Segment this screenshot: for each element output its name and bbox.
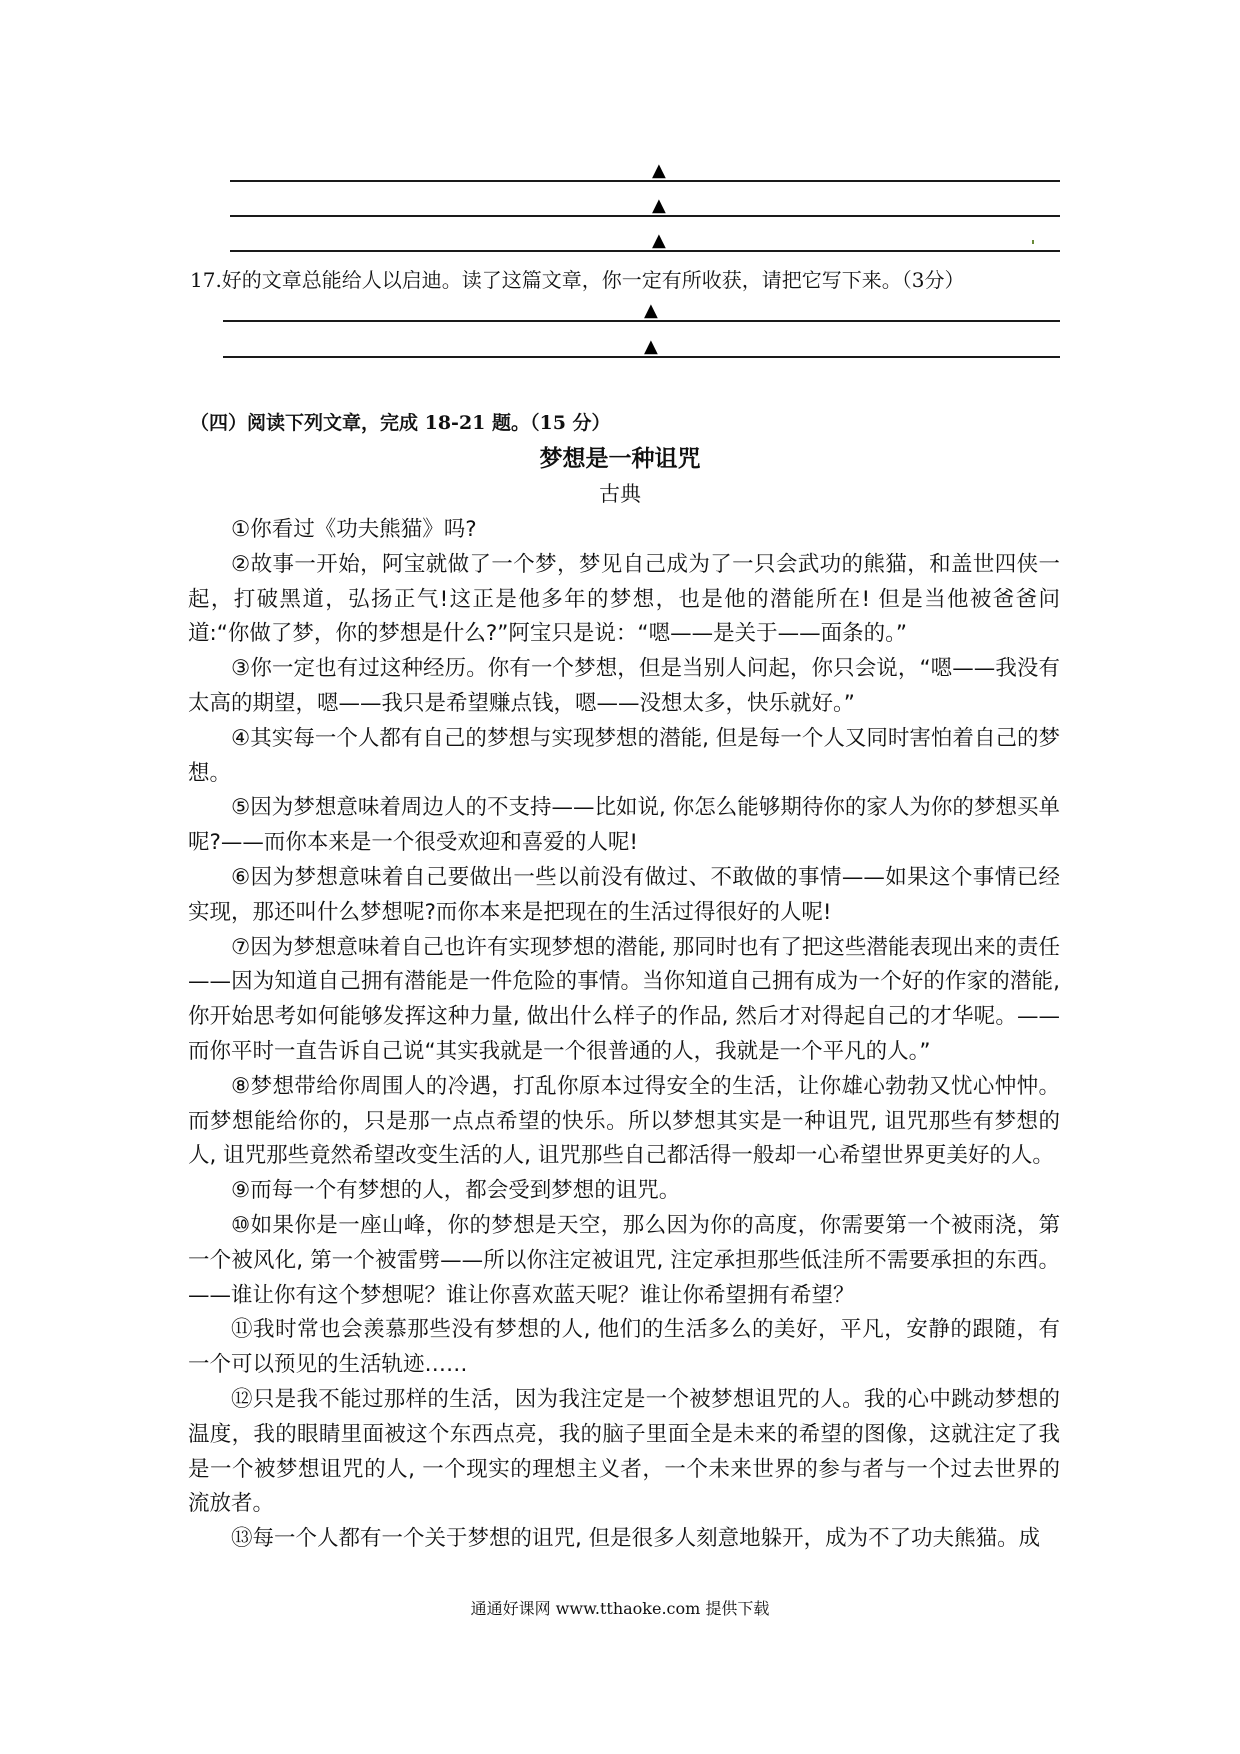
paragraph: ⑧梦想带给你周围人的冷遇，打乱你原本过得安全的生活，让你雄心勃勃又忧心忡忡。而梦想能给你的，只是那一点点希望的快乐。所以梦想其实是一种诅咒, 诅咒那些有梦想的人, 诅咒那些竟然希望改变生活的人, 诅咒那些自己都活得一般却一心希望世界更美好的人。 [188, 1073, 1060, 1169]
answer-marker: ▲ [652, 195, 666, 216]
section-heading: （四）阅读下列文章，完成 18-21 题。（15 分） [190, 412, 611, 434]
article-author: 古典 [599, 482, 641, 506]
paragraph: ⑥因为梦想意味着自己要做出一些以前没有做过、不敢做的事情——如果这个事情已经实现，那还叫什么梦想呢?而你本来是把现在的生活过得很好的人呢! [188, 864, 1060, 925]
answer-marker: ▲ [644, 300, 658, 321]
answer-line [230, 250, 1060, 252]
answer-line [223, 356, 1060, 358]
paragraph: ⑫只是我不能过那样的生活，因为我注定是一个被梦想诅咒的人。我的心中跳动梦想的温度，我的眼睛里面被这个东西点亮，我的脑子里面全是未来的希望的图像，这就注定了我是一个被梦想诅咒的人, 一个现实的理想主义者，一个未来世界的参与者与一个过去世界的流放者。 [188, 1386, 1060, 1517]
paragraph: ⑨而每一个有梦想的人，都会受到梦想的诅咒。 [231, 1178, 681, 1204]
paragraph: ⑬每一个人都有一个关于梦想的诅咒, 但是很多人刻意地躲开，成为不了功夫熊猫。成 [231, 1526, 1041, 1552]
paragraph: ⑪我时常也会羡慕那些没有梦想的人, 他们的生活多么的美好，平凡，安静的跟随，有一个可以预见的生活轨迹…… [188, 1317, 1060, 1378]
paragraph: ⑦因为梦想意味着自己也许有实现梦想的潜能, 那同时也有了把这些潜能表现出来的责任——因为知道自己拥有潜能是一件危险的事情。当你知道自己拥有成为一个好的作家的潜能, 你开始思考如何能够发挥这种力量, 做出什么样子的作品, 然后才对得起自己的才华呢。——而你平时一直告诉自己说“其实我就是一个很普通的人，我就是一个平凡的人。” [188, 934, 1060, 1064]
page-footer: 通通好课网 www.tthaoke.com 提供下载 [470, 1599, 770, 1618]
paragraph: ⑩如果你是一座山峰，你的梦想是天空，那么因为你的高度，你需要第一个被雨浇，第一个被风化, 第一个被雷劈——所以你注定被诅咒, 注定承担那些低洼所不需要承担的东西。——谁让你有这个梦想呢？谁让你喜欢蓝天呢？谁让你希望拥有希望？ [188, 1212, 1060, 1308]
question-17: 17.好的文章总能给人以启迪。读了这篇文章，你一定有所收获，请把它写下来。（3分） [190, 268, 965, 292]
answer-line [230, 180, 1060, 182]
paragraph: ①你看过《功夫熊猫》吗? [231, 517, 477, 542]
answer-marker: ▲ [644, 336, 658, 357]
answer-line [223, 320, 1060, 322]
article-body [188, 513, 1060, 1557]
paragraph: ②故事一开始，阿宝就做了一个梦，梦见自己成为了一只会武功的熊猫，和盖世四侠一起，打破黑道，弘扬正气!这正是他多年的梦想，也是他的潜能所在! 但是当他被爸爸问道:“你做了梦，你的梦想是什么?”阿宝只是说：“嗯——是关于——面条的。” [188, 551, 1060, 647]
paragraph: ⑤因为梦想意味着周边人的不支持——比如说, 你怎么能够期待你的家人为你的梦想买单呢?——而你本来是一个很受欢迎和喜爱的人呢! [188, 795, 1060, 856]
article-title: 梦想是一种诅咒 [539, 446, 701, 472]
answer-marker: ▲ [652, 160, 666, 181]
answer-line [230, 215, 1060, 217]
paragraph: ③你一定也有过这种经历。你有一个梦想，但是当别人问起，你只会说，“嗯——我没有太高的期望，嗯——我只是希望赚点钱，嗯——没想太多，快乐就好。” [188, 656, 1060, 716]
scan-speck [1032, 240, 1034, 244]
paragraph: ④其实每一个人都有自己的梦想与实现梦想的潜能, 但是每一个人又同时害怕着自己的梦想。 [188, 725, 1060, 786]
answer-marker: ▲ [652, 230, 666, 251]
